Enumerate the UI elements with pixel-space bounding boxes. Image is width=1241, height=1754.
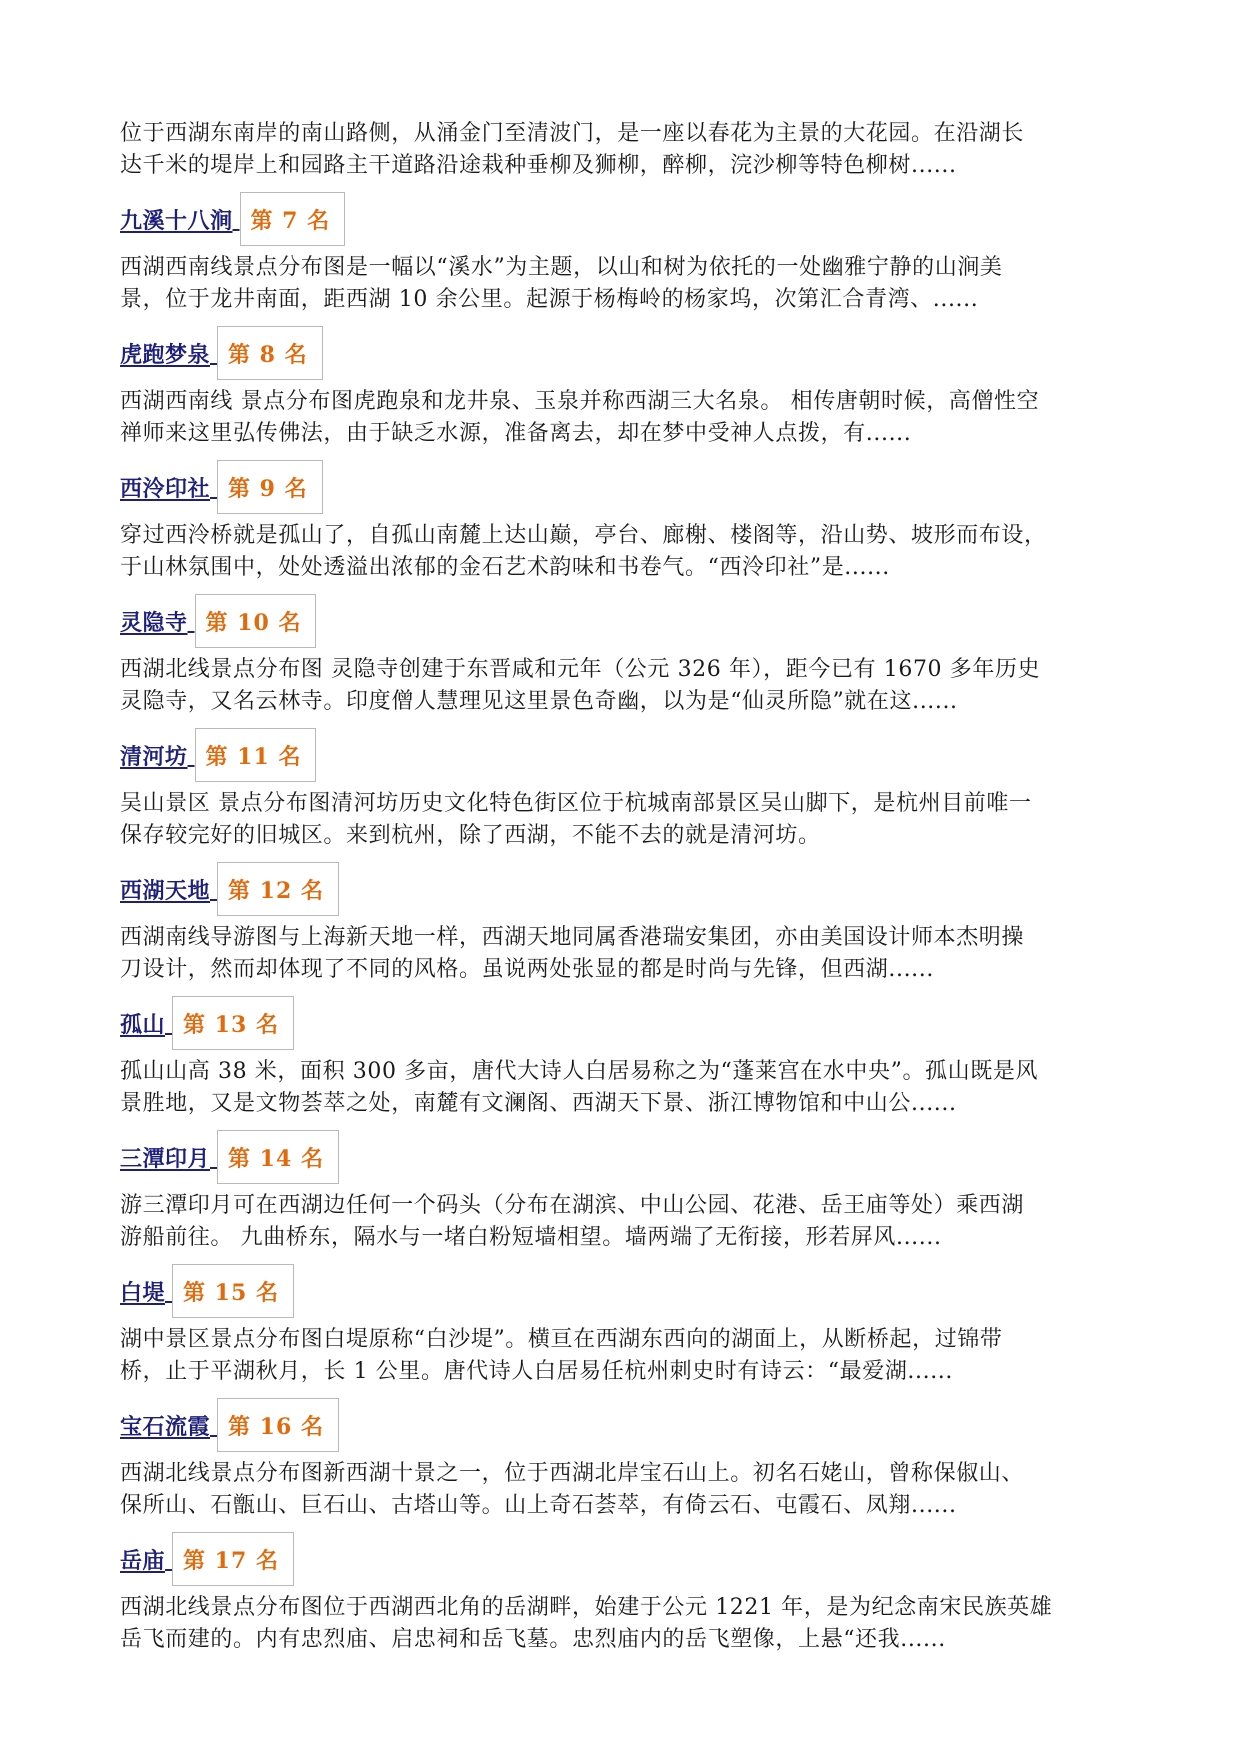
title-underscore <box>188 609 195 634</box>
attraction-heading <box>120 593 1130 649</box>
title-underscore <box>165 1547 172 1572</box>
title-underscore <box>188 743 195 768</box>
title-underscore <box>210 1145 217 1170</box>
attraction-title-link[interactable]: 白堤 <box>120 1279 166 1306</box>
rank-box <box>217 1130 339 1184</box>
paragraph-line: 景，位于龙井南面，距西湖 10 余公里。起源于杨梅岭的杨家坞，次第汇合青湾、...... <box>120 287 979 312</box>
attraction-title-link[interactable]: 九溪十八涧 <box>120 207 233 234</box>
attraction-description <box>120 922 1130 986</box>
paragraph-line: 西湖北线景点分布图位于西湖西北角的岳湖畔，始建于公元 1221 年，是为纪念南宋民族英雄 <box>120 1595 1053 1620</box>
attraction-description <box>120 1056 1130 1120</box>
attraction-entry <box>120 191 1130 316</box>
title-underscore <box>165 1011 172 1036</box>
attraction-description <box>120 252 1130 316</box>
title-underscore <box>233 207 240 232</box>
paragraph-line: 保所山、石甑山、巨石山、古塔山等。山上奇石荟萃，有倚云石、屯霞石、凤翔...... <box>120 1493 957 1518</box>
attraction-entry <box>120 593 1130 718</box>
rank-label: 第 8 名 <box>228 341 308 368</box>
rank-box <box>195 594 317 648</box>
attraction-title-link[interactable]: 灵隐寺 <box>120 609 188 636</box>
attraction-entry <box>120 1263 1130 1388</box>
paragraph-line: 刀设计，然而却体现了不同的风格。虽说两处张显的都是时尚与先锋，但西湖...... <box>120 957 934 982</box>
paragraph-line: 孤山山高 38 米，面积 300 多亩，唐代大诗人白居易称之为“蓬莱宫在水中央”。孤山既是风 <box>120 1059 1039 1084</box>
paragraph-line: 位于西湖东南岸的南山路侧，从涌金门至清波门，是一座以春花为主景的大花园。在沿湖长 <box>120 121 1025 146</box>
attraction-entry <box>120 727 1130 852</box>
rank-label: 第 10 名 <box>205 609 302 636</box>
paragraph-line: 游船前往。 九曲桥东，隔水与一堵白粉短墙相望。墙两端了无衔接，形若屏风...... <box>120 1225 942 1250</box>
rank-label: 第 14 名 <box>228 1145 324 1172</box>
paragraph-line: 保存较完好的旧城区。来到杭州，除了西湖，不能不去的就是清河坊。 <box>120 823 821 848</box>
attraction-heading <box>120 191 1130 247</box>
rank-box <box>172 1264 294 1318</box>
attraction-title-link[interactable]: 西泠印社 <box>120 475 211 502</box>
paragraph-line: 游三潭印月可在西湖边任何一个码头（分布在湖滨、中山公园、花港、岳王庙等处）乘西湖 <box>120 1193 1025 1218</box>
attraction-title-link[interactable]: 虎跑梦泉 <box>120 341 211 368</box>
attraction-entry <box>120 1531 1130 1656</box>
attraction-description <box>120 386 1130 450</box>
paragraph-line: 景胜地，又是文物荟萃之处，南麓有文澜阁、西湖天下景、浙江博物馆和中山公...... <box>120 1091 957 1116</box>
attraction-heading <box>120 1129 1130 1185</box>
rank-box <box>217 326 323 380</box>
title-underscore <box>210 475 217 500</box>
rank-box <box>240 192 346 246</box>
rank-label: 第 7 名 <box>250 207 331 234</box>
attraction-entry <box>120 325 1130 450</box>
title-underscore <box>210 877 217 902</box>
paragraph-line: 吴山景区 景点分布图清河坊历史文化特色街区位于杭城南部景区吴山脚下，是杭州目前唯一 <box>120 791 1032 816</box>
attraction-entry <box>120 459 1130 584</box>
rank-box <box>217 460 323 514</box>
paragraph-line: 灵隐寺，又名云林寺。印度僧人慧理见这里景色奇幽，以为是“仙灵所隐”就在这...... <box>120 689 958 714</box>
paragraph-line: 桥，止于平湖秋月，长 1 公里。唐代诗人白居易任杭州刺史时有诗云：“最爱湖...... <box>120 1359 953 1384</box>
attraction-description <box>120 1458 1130 1522</box>
paragraph-line: 西湖北线景点分布图新西湖十景之一，位于西湖北岸宝石山上。初名石姥山，曾称保俶山、 <box>120 1461 1025 1486</box>
attraction-description <box>120 654 1130 718</box>
attraction-heading <box>120 1397 1130 1453</box>
rank-box <box>217 862 339 916</box>
document-page <box>120 118 1130 1656</box>
attraction-heading <box>120 1531 1130 1587</box>
paragraph-line: 西湖北线景点分布图 灵隐寺创建于东晋咸和元年（公元 326 年），距今已有 1670 多年历史 <box>120 657 1041 682</box>
attraction-title-link[interactable]: 西湖天地 <box>120 877 211 904</box>
rank-label: 第 16 名 <box>228 1413 324 1440</box>
paragraph-line: 穿过西泠桥就是孤山了，自孤山南麓上达山巅，亭台、廊榭、楼阁等，沿山势、坡形而布设， <box>120 523 1047 548</box>
attraction-heading <box>120 459 1130 515</box>
attraction-heading <box>120 861 1130 917</box>
rank-label: 第 15 名 <box>183 1279 279 1306</box>
attraction-title-link[interactable]: 三潭印月 <box>120 1145 211 1172</box>
paragraph-line: 西湖西南线 景点分布图虎跑泉和龙井泉、玉泉并称西湖三大名泉。 相传唐朝时候，高僧性空 <box>120 389 1040 414</box>
title-underscore <box>210 1413 217 1438</box>
attraction-title-link[interactable]: 宝石流霞 <box>120 1413 211 1440</box>
attraction-description <box>120 788 1130 852</box>
paragraph-line: 岳飞而建的。内有忠烈庙、启忠祠和岳飞墓。忠烈庙内的岳飞塑像，上悬“还我...... <box>120 1627 946 1652</box>
paragraph-line: 西湖南线导游图与上海新天地一样，西湖天地同属香港瑞安集团，亦由美国设计师本杰明操 <box>120 925 1025 950</box>
rank-label: 第 12 名 <box>228 877 324 904</box>
rank-label: 第 17 名 <box>183 1547 279 1574</box>
paragraph-line: 禅师来这里弘传佛法，由于缺乏水源，准备离去，却在梦中受神人点拨，有...... <box>120 421 912 446</box>
attraction-entry <box>120 1397 1130 1522</box>
attraction-list <box>120 191 1130 1656</box>
attraction-heading <box>120 995 1130 1051</box>
attraction-description <box>120 1190 1130 1254</box>
attraction-title-link[interactable]: 清河坊 <box>120 743 188 770</box>
paragraph-line: 西湖西南线景点分布图是一幅以“溪水”为主题，以山和树为依托的一处幽雅宁静的山涧美 <box>120 255 1003 280</box>
attraction-title-link[interactable]: 岳庙 <box>120 1547 166 1574</box>
paragraph-line: 于山林氛围中，处处透溢出浓郁的金石艺术韵味和书卷气。“西泠印社”是...... <box>120 555 890 580</box>
rank-box <box>217 1398 339 1452</box>
attraction-entry <box>120 995 1130 1120</box>
title-underscore <box>165 1279 172 1304</box>
attraction-heading <box>120 1263 1130 1319</box>
intro-paragraph <box>120 118 1130 182</box>
paragraph-line: 达千米的堤岸上和园路主干道路沿途栽种垂柳及狮柳，醉柳，浣沙柳等特色柳树...... <box>120 153 957 178</box>
attraction-entry <box>120 1129 1130 1254</box>
attraction-description <box>120 1592 1130 1656</box>
rank-label: 第 9 名 <box>228 475 308 502</box>
paragraph-line: 湖中景区景点分布图白堤原称“白沙堤”。横亘在西湖东西向的湖面上，从断桥起，过锦带 <box>120 1327 1003 1352</box>
attraction-heading <box>120 325 1130 381</box>
rank-box <box>172 1532 294 1586</box>
rank-label: 第 11 名 <box>205 743 302 770</box>
attraction-description <box>120 1324 1130 1388</box>
attraction-heading <box>120 727 1130 783</box>
title-underscore <box>210 341 217 366</box>
attraction-title-link[interactable]: 孤山 <box>120 1011 166 1038</box>
attraction-description <box>120 520 1130 584</box>
rank-box <box>172 996 294 1050</box>
rank-label: 第 13 名 <box>183 1011 279 1038</box>
rank-box <box>195 728 317 782</box>
attraction-entry <box>120 861 1130 986</box>
